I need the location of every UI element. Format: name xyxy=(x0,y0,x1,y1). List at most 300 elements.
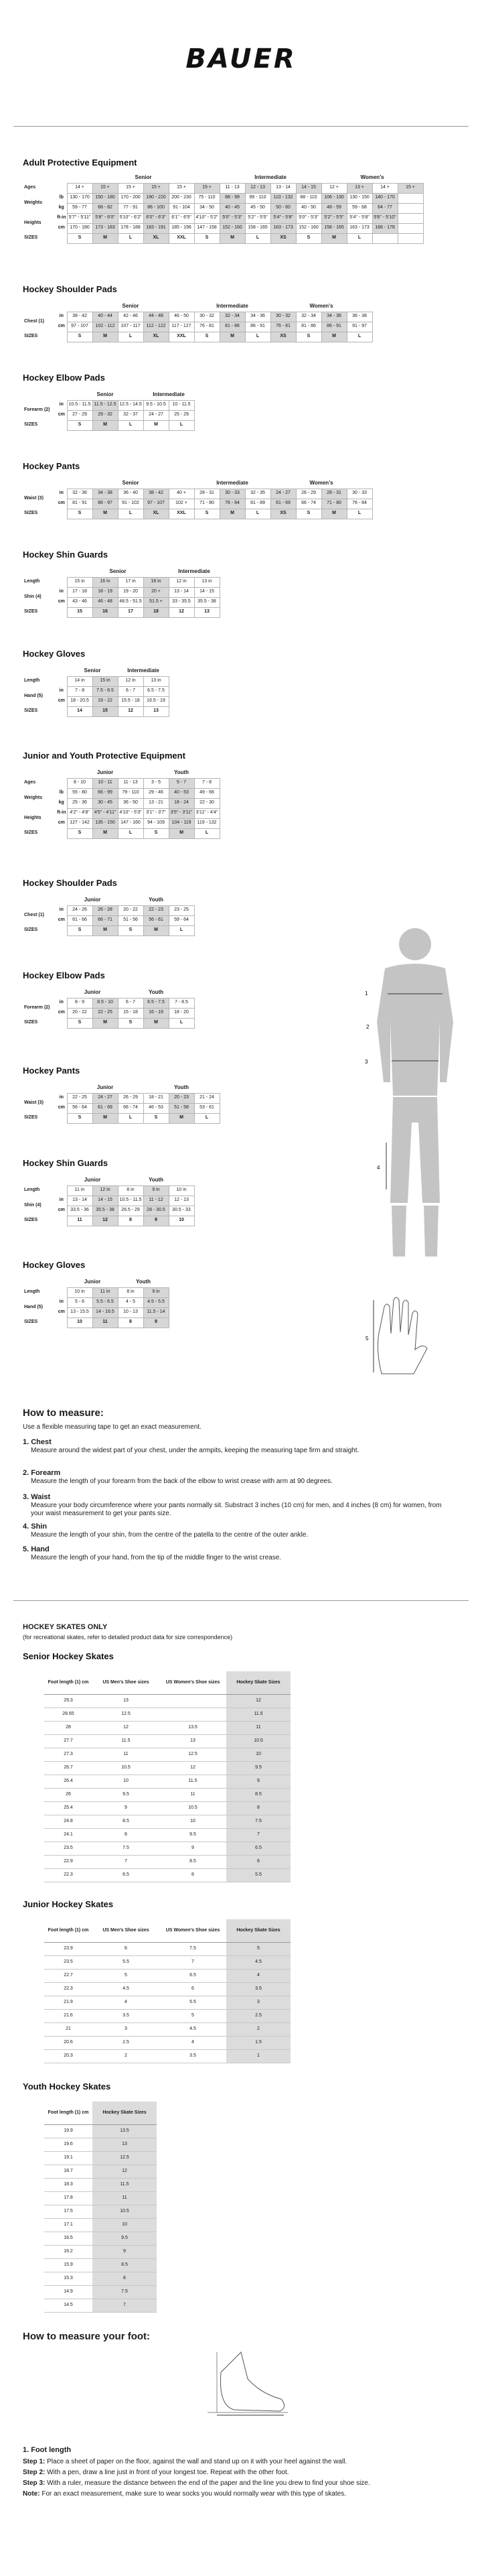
table-row xyxy=(44,2178,157,2191)
table-cell: cm xyxy=(58,412,65,417)
table-cell: 7 xyxy=(92,2299,157,2312)
column-header: Hockey Skate Sizes xyxy=(92,2102,157,2124)
table-cell: 16.2 xyxy=(44,2245,92,2258)
sr-pants-table xyxy=(23,478,373,519)
table-cell: XS xyxy=(270,233,296,243)
table-cell xyxy=(398,213,423,223)
table-cell: 15.5 - 18 xyxy=(118,696,143,706)
table-cell: 16.5 xyxy=(44,2232,92,2245)
table-cell: 55 - 80 xyxy=(67,788,92,798)
table-cell: 30 - 45 xyxy=(92,798,118,808)
table-cell: lb xyxy=(59,790,64,795)
table-cell: 13 - 14 xyxy=(169,587,194,597)
row-label: Forearm (2) xyxy=(24,1005,50,1010)
section-title: Hockey Gloves xyxy=(23,649,86,659)
table-cell: L xyxy=(118,828,143,838)
table-cell: 9.5 - 10.5 xyxy=(143,400,169,410)
table-cell: 8.5 xyxy=(159,1855,226,1868)
table-cell: XS xyxy=(270,509,296,519)
table-cell: 9 xyxy=(92,2245,157,2258)
table-cell: 15 + xyxy=(398,183,423,193)
section-title: Hockey Elbow Pads xyxy=(23,373,105,383)
table-cell: 12.5 xyxy=(92,1708,159,1721)
table-cell: 11.5 - 12.5 xyxy=(92,400,118,410)
table-cell: 135 - 150 xyxy=(92,818,118,828)
table-cell: 10 xyxy=(226,1748,291,1761)
table-cell: 15 - 18 xyxy=(118,1008,143,1018)
table-cell: 26.7 xyxy=(44,1761,92,1775)
column-header: Foot length (1) cm xyxy=(44,1919,92,1942)
table-cell: 38 - 42 xyxy=(67,312,92,322)
table-cell xyxy=(56,420,67,430)
table-cell: 26.5 - 29 xyxy=(118,1206,143,1216)
table-cell: in xyxy=(59,1299,64,1305)
table-cell: lb xyxy=(59,195,64,200)
table-cell: 10 xyxy=(169,1216,194,1226)
table-cell: 163 - 173 xyxy=(270,223,296,233)
group-header: Intermediate xyxy=(178,568,210,575)
table-row xyxy=(44,1801,291,1815)
table-cell: 61 - 69 xyxy=(270,499,296,509)
table-cell: 10 xyxy=(92,2218,157,2232)
table-cell: 4.5 xyxy=(159,2022,226,2036)
table-cell: 3'5" - 3'11" xyxy=(169,808,194,818)
table-cell xyxy=(56,233,67,243)
table-cell: 19.9 xyxy=(44,2124,92,2138)
table-cell: 27 - 29 xyxy=(67,410,92,420)
column-header: Hockey Skate Sizes xyxy=(226,1671,291,1694)
table-cell: 163 - 173 xyxy=(347,223,372,233)
table-cell: 23.5 xyxy=(44,1842,92,1855)
table-cell: 7.5 xyxy=(92,1842,159,1855)
how-to-item xyxy=(23,1469,451,1486)
table-cell: 11.5 xyxy=(92,1734,159,1748)
foot-step xyxy=(23,2480,465,2488)
row-label: Chest (1) xyxy=(24,912,44,917)
table-cell: 46 - 48 xyxy=(92,597,118,607)
row-label: SIZES xyxy=(24,1115,38,1120)
sr-shin-table xyxy=(23,567,220,618)
table-cell: 130 - 170 xyxy=(67,193,92,203)
table-row xyxy=(44,1734,291,1748)
group-header: Women's xyxy=(360,174,384,181)
table-cell: 9.5 xyxy=(226,1761,291,1775)
table-cell: 15 + xyxy=(92,183,118,193)
table-cell: 9 xyxy=(92,1801,159,1815)
svg-text:1: 1 xyxy=(365,990,368,996)
table-cell xyxy=(372,233,398,243)
group-header: Senior xyxy=(109,568,127,575)
table-cell: 28 xyxy=(44,1721,92,1734)
table-cell: 12.5 - 14.5 xyxy=(118,400,143,410)
table-cell: 34 - 36 xyxy=(321,312,347,322)
table-cell: 200 - 230 xyxy=(169,193,194,203)
sr-elbow-table xyxy=(23,390,195,431)
table-cell: 40 - 44 xyxy=(92,312,118,322)
row-label: Hand (5) xyxy=(24,1304,43,1309)
table-cell xyxy=(56,173,67,183)
table-cell: 14 - 15 xyxy=(92,1196,118,1206)
table-cell xyxy=(398,203,423,213)
table-cell: M xyxy=(92,233,118,243)
table-cell xyxy=(23,1175,56,1185)
table-cell: 15 + xyxy=(143,183,169,193)
table-cell: 30 - 32 xyxy=(270,312,296,322)
table-cell: 15 in xyxy=(67,577,92,587)
table-cell: 59 - 77 xyxy=(67,203,92,213)
table-cell: ft-in xyxy=(57,215,66,220)
table-cell: 5'2" - 5'5" xyxy=(245,213,270,223)
table-cell: 20.6 xyxy=(44,2036,92,2049)
row-label: Heights xyxy=(24,220,42,225)
table-cell: M xyxy=(92,1018,118,1028)
table-cell: L xyxy=(118,233,143,243)
foot-step xyxy=(23,2458,465,2466)
section-title: Hockey Shoulder Pads xyxy=(23,284,117,294)
table-cell: 24 - 27 xyxy=(270,489,296,499)
table-cell: 20 - 22 xyxy=(118,905,143,915)
table-cell xyxy=(23,895,56,905)
table-cell: 28 - 30.5 xyxy=(143,1206,169,1216)
table-cell: 2.5 xyxy=(226,2009,291,2022)
table-cell: 86 - 97 xyxy=(92,499,118,509)
table-cell xyxy=(56,390,67,400)
how-to-item-text: Measure your body circumference where your pants normally sit. Substract 3 inches (10 cm) for men, and 4 inches (8 cm) for women, from your waist measurement to get your pants size. xyxy=(31,1502,442,1518)
table-cell: 15.3 xyxy=(44,2272,92,2285)
table-cell: kg xyxy=(58,205,64,210)
column-header: US Men's Shoe sizes xyxy=(92,1671,159,1694)
table-cell: 119 - 132 xyxy=(194,818,220,828)
table-cell: 14.9 xyxy=(44,2285,92,2299)
table-cell: 46 - 50 xyxy=(169,312,194,322)
table-cell: XL xyxy=(143,233,169,243)
table-cell: 152 - 160 xyxy=(220,223,245,233)
table-cell: 10 in xyxy=(67,1287,92,1297)
table-cell: 7 - 8 xyxy=(194,778,220,788)
table-cell: 2 xyxy=(92,2049,159,2063)
table-cell: 66 - 74 xyxy=(118,1103,143,1113)
table-cell: 8 - 10 xyxy=(67,778,92,788)
table-cell: 6.5 xyxy=(226,1842,291,1855)
table-cell: 15 + xyxy=(118,183,143,193)
table-cell: 4'2" - 4'8" xyxy=(67,808,92,818)
divider xyxy=(13,126,469,127)
table-cell: 18 - 20.5 xyxy=(67,696,92,706)
table-cell: L xyxy=(169,925,194,936)
table-cell: M xyxy=(143,925,169,936)
table-cell: M xyxy=(92,1113,118,1123)
table-cell: S xyxy=(143,828,169,838)
table-cell: 13 xyxy=(143,706,169,716)
table-cell: 36 - 38 xyxy=(347,312,372,322)
table-cell: M xyxy=(92,509,118,519)
table-cell: 3 xyxy=(92,2022,159,2036)
table-cell: 32 - 37 xyxy=(118,410,143,420)
skates-title: HOCKEY SKATES ONLY xyxy=(23,1623,108,1631)
table-cell: cm xyxy=(58,820,65,826)
svg-text:5: 5 xyxy=(366,1336,369,1342)
table-cell: 3 xyxy=(226,1996,291,2009)
table-cell: 17.8 xyxy=(44,2191,92,2205)
table-row xyxy=(44,2165,157,2178)
table-cell: 30 - 33 xyxy=(347,489,372,499)
table-cell: 26 xyxy=(44,1788,92,1801)
table-cell: 25.4 xyxy=(44,1801,92,1815)
group-header: Intermediate xyxy=(153,391,185,398)
how-to-item-text: Measure the length of your forearm from the back of the elbow to wrist crease with arm at 90 degrees. xyxy=(31,1478,333,1486)
table-cell xyxy=(23,1277,56,1287)
table-cell: 8 in xyxy=(118,1185,143,1196)
table-cell: 8 in xyxy=(118,1287,143,1297)
table-cell: cm xyxy=(58,599,65,604)
table-cell: 45 - 50 xyxy=(245,203,270,213)
table-cell: 18 xyxy=(143,607,169,617)
group-header: Junior xyxy=(84,1177,101,1183)
foot-step xyxy=(23,2469,465,2477)
table-cell: 13 xyxy=(92,2138,157,2151)
table-cell: 28 - 31 xyxy=(321,489,347,499)
table-cell xyxy=(56,778,67,788)
section-title: Hockey Pants xyxy=(23,1066,80,1076)
table-cell: 13 xyxy=(92,1694,159,1708)
row-label: Shin (4) xyxy=(24,1202,42,1208)
table-cell: 86 - 91 xyxy=(321,322,347,332)
svg-text:2: 2 xyxy=(366,1024,370,1030)
table-cell: 14 - 15 xyxy=(296,183,321,193)
row-label: SIZES xyxy=(24,927,38,933)
table-cell: 5 xyxy=(226,1942,291,1955)
table-cell: 32 - 36 xyxy=(67,489,92,499)
row-label: SIZES xyxy=(24,334,38,339)
table-cell xyxy=(56,607,67,617)
table-cell: 26.4 xyxy=(44,1775,92,1788)
table-cell: 48.5 - 51.5 xyxy=(118,597,143,607)
jr-shin-table xyxy=(23,1175,195,1226)
group-header: Youth xyxy=(173,1084,189,1091)
table-cell: 11 - 13 xyxy=(220,183,245,193)
table-cell: cm xyxy=(58,225,65,231)
table-cell: 4.5 xyxy=(92,1982,159,1996)
table-cell: 3'11" - 4'4" xyxy=(194,808,220,818)
table-cell: 97 - 107 xyxy=(143,499,169,509)
table-cell: 15 + xyxy=(169,183,194,193)
table-cell: 22 - 30 xyxy=(194,798,220,808)
table-cell: 7.5 - 8.5 xyxy=(92,686,118,696)
group-header: Junior xyxy=(96,1084,114,1091)
table-cell: 6.5 - 7.5 xyxy=(143,686,169,696)
table-cell: 13 xyxy=(159,1734,226,1748)
table-cell: cm xyxy=(58,1309,65,1315)
row-label: SIZES xyxy=(24,609,38,615)
table-cell: M xyxy=(321,233,347,243)
table-cell: 49 - 66 xyxy=(194,788,220,798)
table-row xyxy=(44,2258,157,2272)
table-row xyxy=(44,2138,157,2151)
table-cell: 11 xyxy=(92,1748,159,1761)
section-title: Adult Protective Equipment xyxy=(23,157,137,168)
table-cell: 12 in xyxy=(169,577,194,587)
group-header: Intermediate xyxy=(216,303,248,310)
group-header: Women's xyxy=(309,480,333,487)
table-cell: 3.5 xyxy=(92,2009,159,2022)
foot-step-text: Place a sheet of paper on the floor, against the wall and stand up on it with your heel against the wall. xyxy=(47,2458,347,2465)
how-to-item-text: Measure around the widest part of your chest, under the armpits, keeping the measuring tape firm and straight. xyxy=(31,1447,359,1455)
table-cell xyxy=(23,478,56,489)
how-to-item xyxy=(23,1523,451,1539)
table-cell: 12 xyxy=(92,1216,118,1226)
table-cell: 5 xyxy=(92,1969,159,1982)
table-row xyxy=(44,2285,157,2299)
row-label: Length xyxy=(24,1187,40,1193)
table-row xyxy=(44,1748,291,1761)
table-cell: 14 + xyxy=(372,183,398,193)
table-cell: 40 - 53 xyxy=(169,788,194,798)
table-cell: 6.5 xyxy=(159,1969,226,1982)
table-cell: 22.9 xyxy=(44,1855,92,1868)
table-cell: 12 xyxy=(118,706,143,716)
table-cell: 10.5 - 11.5 xyxy=(67,400,92,410)
table-cell: 7 xyxy=(92,1855,159,1868)
table-cell xyxy=(56,706,67,716)
table-row xyxy=(44,2124,157,2138)
table-cell: XXL xyxy=(169,509,194,519)
table-cell: 170 - 200 xyxy=(118,193,143,203)
table-cell: S xyxy=(194,332,220,342)
row-label: SIZES xyxy=(24,235,38,241)
table-cell: 5.5 xyxy=(92,1955,159,1969)
table-cell: 81 - 86 xyxy=(220,322,245,332)
table-cell: 77 - 91 xyxy=(118,203,143,213)
table-cell: 185 - 196 xyxy=(169,223,194,233)
table-cell: 81 - 91 xyxy=(67,499,92,509)
table-cell: cm xyxy=(58,917,65,923)
table-row xyxy=(44,1708,291,1721)
table-row xyxy=(44,1721,291,1734)
group-header: Intermediate xyxy=(127,667,159,674)
table-cell: S xyxy=(296,233,321,243)
foot-measurement-figure xyxy=(201,2345,301,2419)
table-cell: M xyxy=(92,925,118,936)
table-cell xyxy=(56,567,67,577)
row-label: SIZES xyxy=(24,422,38,428)
table-cell: 13 + xyxy=(347,183,372,193)
table-cell: 33.5 - 36 xyxy=(67,1206,92,1216)
table-cell: 5 xyxy=(159,2009,226,2022)
table-cell: S xyxy=(194,233,220,243)
table-cell: 12 xyxy=(92,1721,159,1734)
table-cell: S xyxy=(67,1018,92,1028)
body-measurement-figure xyxy=(365,921,465,1270)
table-cell: 6.5 - 7.5 xyxy=(143,998,169,1008)
table-cell: 12 xyxy=(169,607,194,617)
table-cell: 10 - 13 xyxy=(118,1307,143,1317)
table-cell: 59 - 64 xyxy=(169,915,194,925)
table-cell: 50 - 60 xyxy=(270,203,296,213)
how-to-item xyxy=(23,1545,451,1562)
table-cell: 16 - 19 xyxy=(143,1008,169,1018)
table-cell xyxy=(23,768,56,778)
row-label: SIZES xyxy=(24,830,38,836)
table-row xyxy=(44,2245,157,2258)
table-cell: 10 - 11.5 xyxy=(169,400,194,410)
table-cell: M xyxy=(169,828,194,838)
table-cell: M xyxy=(143,1018,169,1028)
table-cell: 22 - 25 xyxy=(92,1008,118,1018)
table-cell: 97 - 107 xyxy=(67,322,92,332)
table-cell: 56 - 64 xyxy=(67,1103,92,1113)
group-header: Intermediate xyxy=(254,174,287,181)
group-header: Youth xyxy=(148,897,164,903)
table-cell: 9 xyxy=(226,1775,291,1788)
table-cell: 34 - 36 xyxy=(245,312,270,322)
table-cell xyxy=(56,988,67,998)
jr-pants-table xyxy=(23,1083,220,1124)
table-cell: 8 xyxy=(159,1868,226,1882)
table-cell: 29 - 32 xyxy=(92,410,118,420)
foot-step-text: For an exact measurement, make sure to wear socks you would normally wear with this type of skates. xyxy=(42,2490,346,2498)
how-to-item-title: 1. Chest xyxy=(23,1438,52,1446)
table-cell: S xyxy=(143,1113,169,1123)
foot-step-text: With a ruler, measure the distance between the end of the paper and the line you drew to find your shoe size. xyxy=(47,2480,370,2487)
table-cell: 12 - 13 xyxy=(169,1196,194,1206)
table-cell: 75 - 110 xyxy=(194,193,220,203)
table-cell: 11 xyxy=(92,1317,118,1328)
youth-skates-title: Youth Hockey Skates xyxy=(23,2081,111,2091)
table-cell: 7 - 8 xyxy=(67,686,92,696)
table-cell: 173 - 183 xyxy=(92,223,118,233)
table-cell: 40 - 50 xyxy=(296,203,321,213)
sr-gloves-table xyxy=(23,666,169,717)
table-cell: 4 xyxy=(92,1996,159,2009)
table-cell: 8.5 xyxy=(92,1815,159,1828)
foot-step-label: Step 1: xyxy=(23,2458,48,2465)
table-cell: 59 - 68 xyxy=(347,203,372,213)
table-cell xyxy=(56,1175,67,1185)
table-cell: 5'6" - 5'10" xyxy=(372,213,398,223)
table-cell: 24.8 xyxy=(44,1815,92,1828)
how-to-item xyxy=(23,1438,451,1455)
table-cell: ft-in xyxy=(57,810,66,816)
group-header: Senior xyxy=(122,303,139,310)
table-cell: 12 xyxy=(92,2165,157,2178)
table-cell: 61 - 66 xyxy=(67,915,92,925)
table-cell xyxy=(159,1708,226,1721)
table-cell: L xyxy=(347,233,372,243)
row-label: SIZES xyxy=(24,1020,38,1025)
table-cell xyxy=(56,1083,67,1093)
table-cell: 18 - 21 xyxy=(143,1093,169,1103)
table-cell: M xyxy=(92,828,118,838)
table-cell: 56 - 61 xyxy=(143,915,169,925)
table-cell: 46 - 53 xyxy=(143,1103,169,1113)
table-cell xyxy=(56,332,67,342)
table-cell: 18 - 24 xyxy=(169,798,194,808)
group-header: Senior xyxy=(135,174,152,181)
table-cell: 22.7 xyxy=(44,1969,92,1982)
table-cell: 8.5 xyxy=(226,1788,291,1801)
table-cell: 8.5 xyxy=(92,2258,157,2272)
table-cell: 4'10" - 5'3" xyxy=(118,808,143,818)
table-cell: 14 - 16.5 xyxy=(92,1307,118,1317)
table-cell xyxy=(56,925,67,936)
table-cell: 5'4" - 5'8" xyxy=(347,213,372,223)
section-title: Hockey Gloves xyxy=(23,1260,86,1270)
table-cell: S xyxy=(296,332,321,342)
table-cell: 158 - 165 xyxy=(321,223,347,233)
foot-step-label: Step 2: xyxy=(23,2469,48,2476)
table-cell: cm xyxy=(58,324,65,329)
table-cell xyxy=(23,666,56,676)
